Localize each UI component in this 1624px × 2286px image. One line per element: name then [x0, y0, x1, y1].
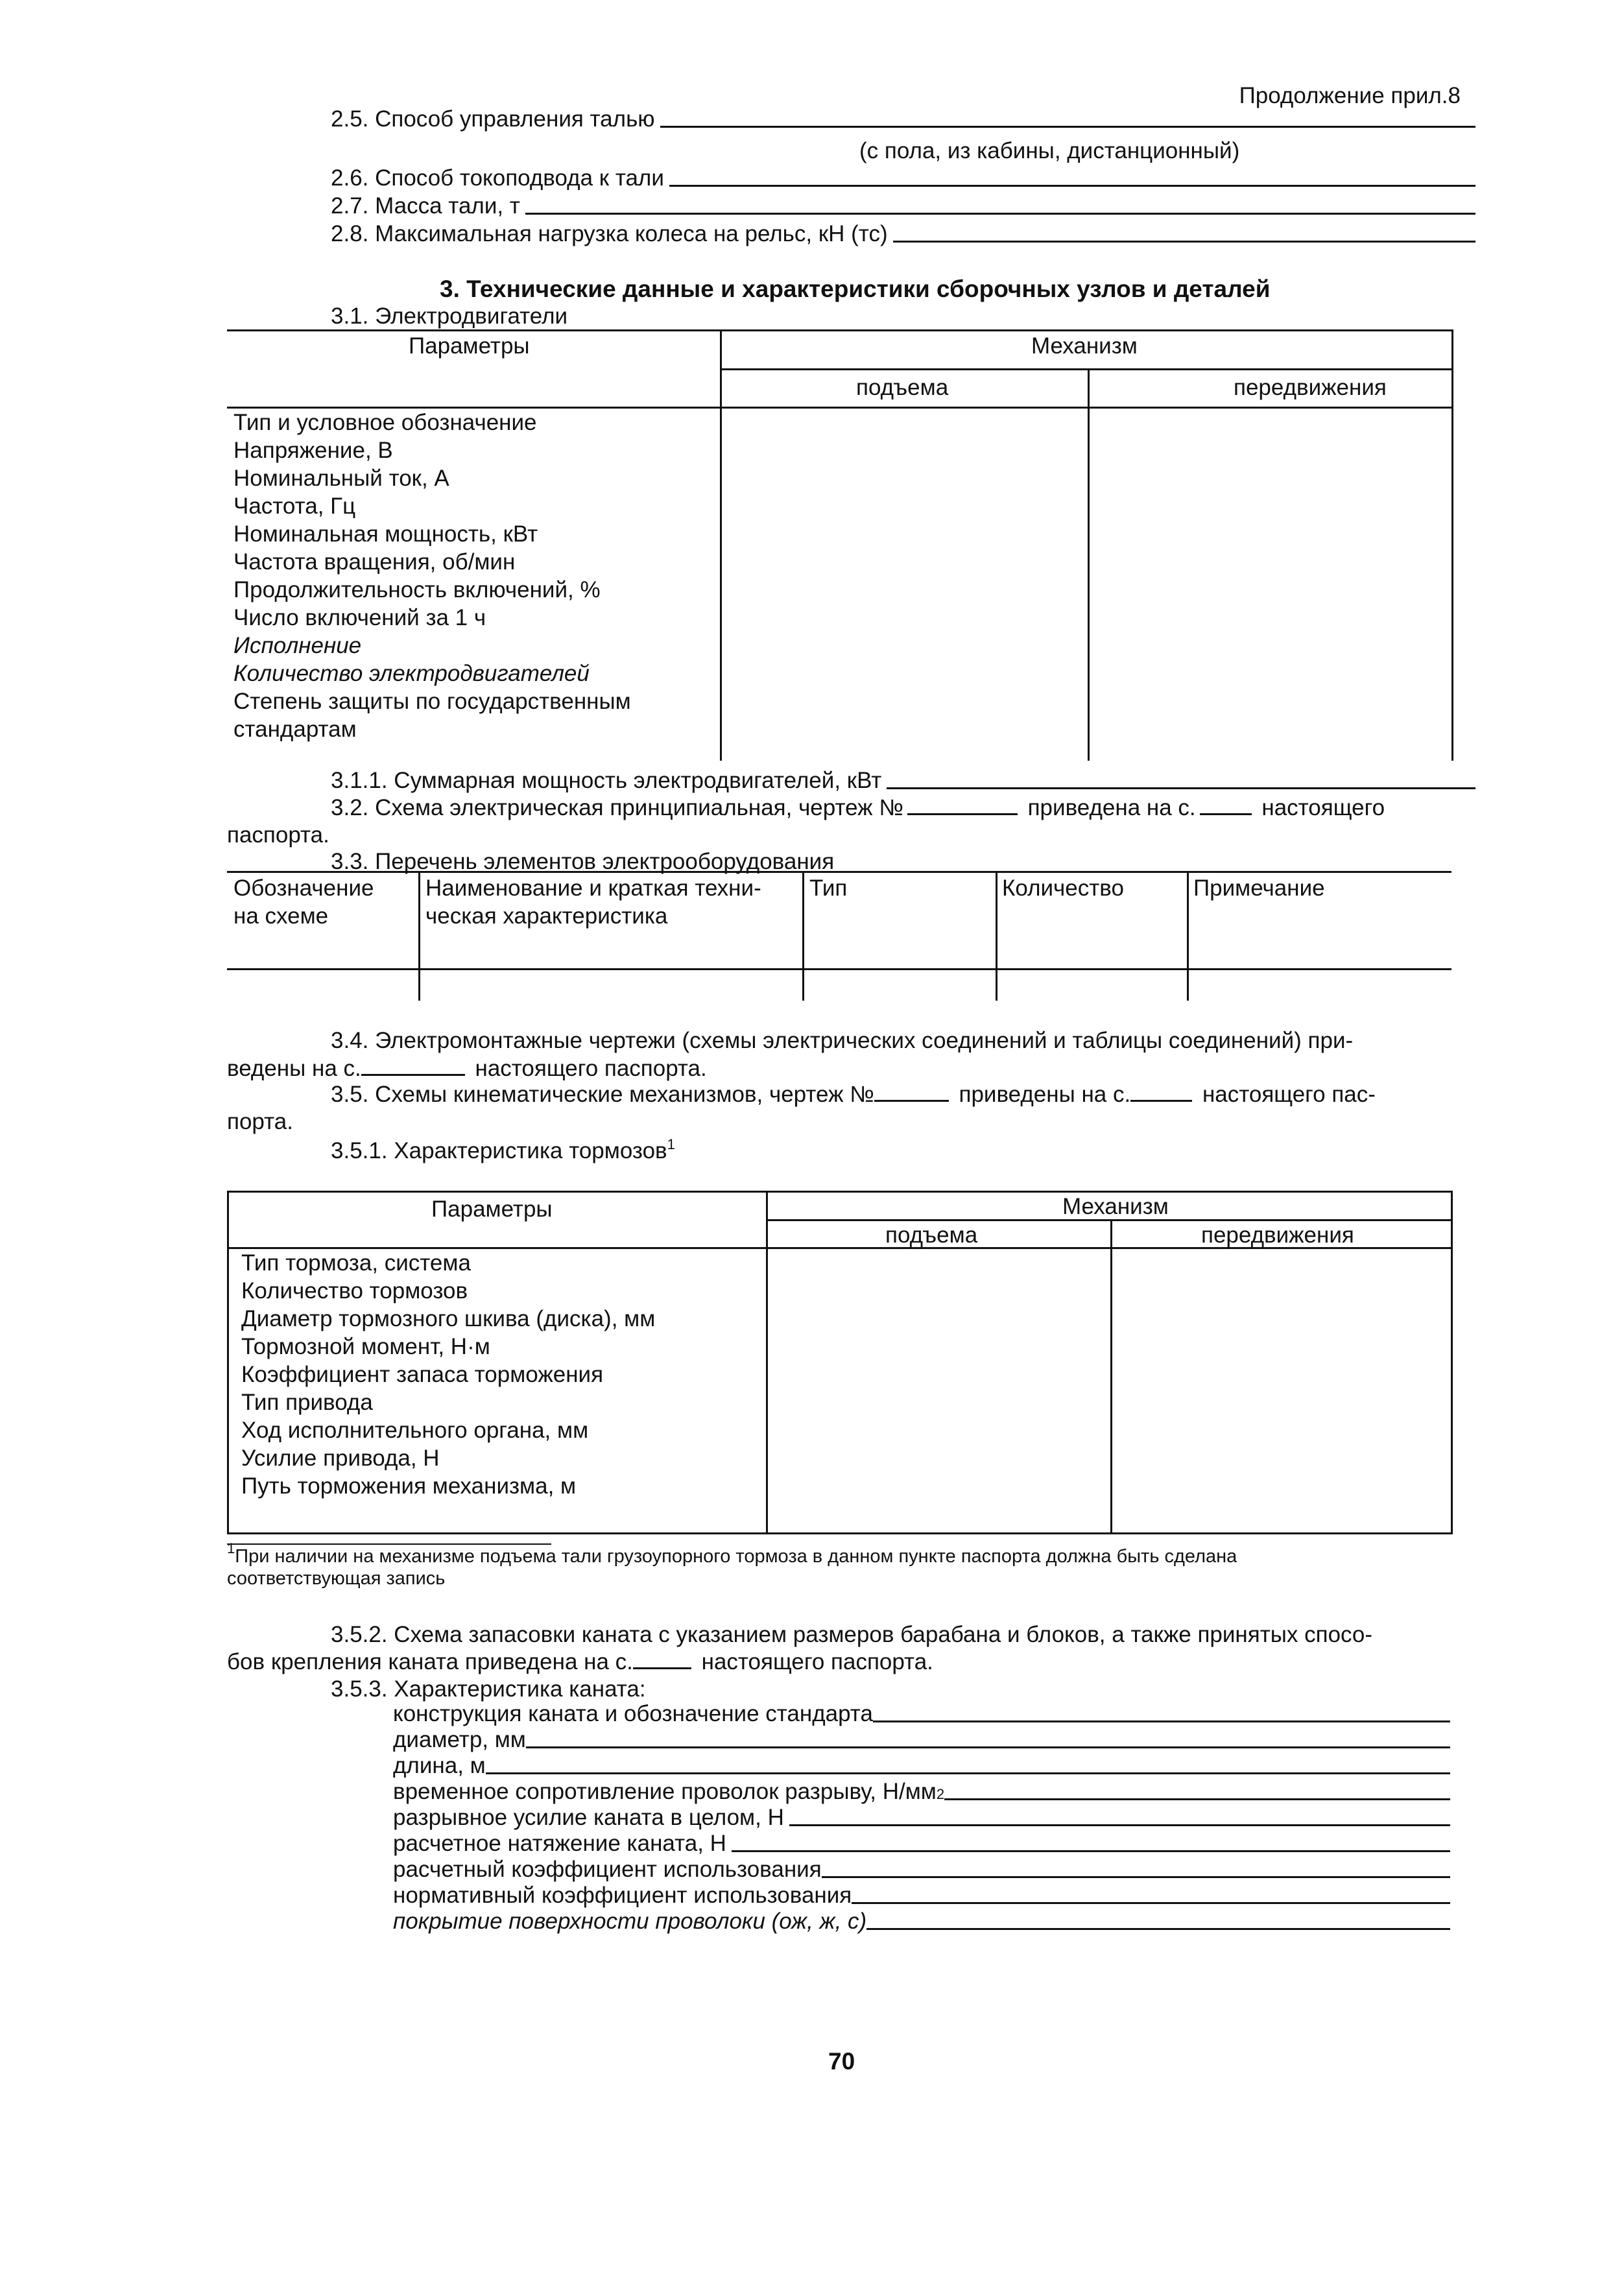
elements-col1-line: Обозначение [233, 875, 374, 901]
blank-line [789, 1824, 1450, 1826]
blank-line [873, 1720, 1450, 1722]
motor-param: Степень защиты по государственным [233, 689, 631, 714]
brakes-caption-text: 3.5.1. Характеристика тормозов [331, 1138, 667, 1163]
elements-header-bottom [227, 968, 1451, 970]
elements-col4-header: Количество [1002, 875, 1124, 901]
rope-item-label: временное сопротивление проволок разрыву, Н/мм [393, 1779, 937, 1804]
motor-param: Исполнение [233, 633, 362, 658]
blank-line [907, 813, 1018, 815]
elements-col2-header [425, 874, 761, 930]
elements-col2-line: ческая характеристика [425, 903, 668, 929]
brakes-sub-header-line [766, 1219, 1453, 1221]
motor-param: Количество электродвигателей [233, 661, 590, 686]
item-3-2-cont: паспорта. [227, 822, 329, 848]
item-3-5-2-page-label: бов крепления каната приведена на с. [227, 1649, 633, 1674]
rope-item-label: разрывное усилие каната в целом, Н [393, 1805, 784, 1830]
motors-sub-header-line [720, 368, 1451, 370]
item-3-5 [331, 1083, 1376, 1106]
brakes-param-list [241, 1249, 655, 1500]
item-3-2-page-label: приведена на с. [1027, 795, 1196, 820]
brake-param: Ход исполнительного органа, мм [241, 1418, 589, 1443]
footnote-ref: 1 [667, 1136, 675, 1152]
rope-item [393, 1806, 1450, 1829]
motor-param: Номинальная мощность, кВт [233, 521, 538, 547]
rope-item [393, 1728, 1450, 1751]
rope-item: временное сопротивление проволок разрыву, Н/мм 2 [393, 1780, 1450, 1803]
item-2-5 [331, 108, 1475, 130]
elements-caption: 3.3. Перечень элементов электрооборудования [331, 849, 835, 874]
rope-item [393, 1884, 1450, 1907]
item-3-2 [331, 796, 1385, 819]
elements-col-divider [996, 871, 997, 1001]
motor-param: Номинальный ток, А [233, 466, 449, 491]
blank-line [526, 1746, 1450, 1748]
brakes-head-params: Параметры [431, 1197, 553, 1222]
item-2-6-label: 2.6. Способ токоподвода к тали [331, 165, 664, 191]
item-2-6 [331, 167, 1475, 189]
elements-col1-header [233, 874, 374, 930]
blank-line [669, 185, 1475, 187]
motors-table-top [227, 329, 1451, 331]
footnote-text: При наличии на механизме подъема тали грузоупорного тормоза в данном пункте паспорта должна быть сделана [235, 1546, 1237, 1567]
elements-table-top [227, 871, 1451, 873]
motor-param: Продолжительность включений, % [233, 577, 601, 602]
footnote-line-2: соответствующая запись [227, 1568, 446, 1589]
motor-param: Тип и условное обозначение [233, 410, 537, 435]
elements-col2-line: Наименование и краткая техни- [425, 875, 761, 901]
item-3-5-2-cont [227, 1650, 933, 1673]
page-number: 70 [828, 2048, 855, 2075]
brakes-head-lift: подъема [885, 1222, 978, 1248]
footnote-line-1 [227, 1540, 1237, 1567]
blank-line [944, 1798, 1450, 1800]
motor-param: Частота вращения, об/мин [233, 549, 516, 575]
item-3-4-page-label: ведены на с. [227, 1056, 361, 1081]
brakes-caption [331, 1136, 675, 1163]
item-3-4: 3.4. Электромонтажные чертежи (схемы электрических соединений и таблицы соединений) при- [331, 1028, 1354, 1053]
motor-param: Частота, Гц [233, 494, 356, 519]
motor-param: стандартам [233, 717, 357, 742]
blank-line [887, 787, 1475, 789]
rope-item-label: длина, м [393, 1753, 486, 1778]
rope-item-label: конструкция каната и обозначение стандарта [393, 1701, 873, 1726]
item-2-8 [331, 222, 1475, 245]
brake-param: Коэффициент запаса торможения [241, 1362, 604, 1387]
rope-item [393, 1858, 1450, 1881]
rope-item [393, 1702, 1450, 1725]
item-3-5-tail: настоящего пас- [1202, 1082, 1376, 1107]
brake-param: Тип привода [241, 1390, 373, 1415]
motors-param-list [233, 409, 631, 743]
brake-param: Путь торможения механизма, м [241, 1473, 577, 1499]
item-3-5-cont: порта. [227, 1109, 293, 1134]
brake-param: Усилие привода, Н [241, 1446, 440, 1471]
brake-param: Диаметр тормозного шкива (диска), мм [241, 1306, 656, 1331]
rope-item-label: расчетный коэффициент использования [393, 1857, 822, 1882]
brake-param: Тормозной момент, Н·м [241, 1334, 490, 1359]
blank-line [732, 1850, 1450, 1852]
motor-param: Число включений за 1 ч [233, 605, 486, 630]
rope-caption: 3.5.3. Характеристика каната: [331, 1676, 646, 1702]
elements-col-divider [802, 871, 804, 1001]
brakes-col-divider [766, 1191, 768, 1534]
motors-head-lift: подъема [856, 375, 949, 400]
elements-col-divider [418, 871, 420, 1001]
item-3-2-text: 3.2. Схема электрическая принципиальная, чертеж № [331, 795, 903, 820]
rope-item [393, 1754, 1450, 1777]
item-2-7 [331, 195, 1475, 217]
blank-line [1130, 1100, 1192, 1102]
elements-col1-line: на схеме [233, 903, 329, 929]
continuation-label: Продолжение прил.8 [1239, 83, 1461, 108]
footnote-mark: 1 [227, 1540, 235, 1556]
item-3-4-tail: настоящего паспорта. [475, 1056, 707, 1081]
blank-line [633, 1667, 691, 1669]
elements-col3-header: Тип [809, 875, 848, 901]
control-hint: (с пола, из кабины, дистанционный) [859, 138, 1240, 163]
brakes-mech-divider [1110, 1219, 1112, 1534]
blank-line [660, 126, 1475, 128]
rope-item-label: диаметр, мм [393, 1727, 526, 1752]
blank-line [525, 213, 1475, 215]
rope-item-label: расчетное натяжение каната, Н [393, 1831, 726, 1856]
item-2-8-label: 2.8. Максимальная нагрузка колеса на рельс, кН (тс) [331, 221, 888, 246]
motors-head-params: Параметры [409, 333, 530, 359]
footnote-separator [227, 1543, 551, 1545]
motors-mech-divider [1088, 368, 1090, 761]
motors-col-divider [720, 329, 722, 761]
brake-param: Тип тормоза, система [241, 1250, 471, 1276]
item-3-5-2: 3.5.2. Схема запасовки каната с указанием размеров барабана и блоков, а также принятых спосо- [331, 1622, 1373, 1647]
motors-head-travel: передвижения [1234, 375, 1387, 400]
blank-line [486, 1772, 1450, 1774]
motor-param: Напряжение, В [233, 438, 393, 463]
rope-item [393, 1832, 1450, 1855]
elements-col-divider [1187, 871, 1189, 1001]
section-3-title: 3. Технические данные и характеристики сборочных узлов и деталей [440, 276, 1271, 302]
blank-line [361, 1074, 465, 1076]
rope-item [393, 1910, 1450, 1933]
rope-item-label: нормативный коэффициент использования [393, 1883, 852, 1908]
brakes-head-travel: передвижения [1201, 1222, 1354, 1248]
motors-head-mechanism: Механизм [1031, 333, 1138, 359]
item-3-5-text: 3.5. Схемы кинематические механизмов, чертеж № [331, 1082, 874, 1107]
item-3-5-2-tail: настоящего паспорта. [701, 1649, 933, 1674]
blank-line [822, 1876, 1450, 1878]
motors-caption: 3.1. Электродвигатели [331, 304, 568, 329]
blank-line [1200, 813, 1252, 815]
item-3-4-cont [227, 1057, 707, 1080]
item-3-1-1 [331, 769, 1475, 792]
item-3-1-1-label: 3.1.1. Суммарная мощность электродвигателей, кВт [331, 768, 882, 793]
item-3-5-page-label: приведены на с. [959, 1082, 1131, 1107]
blank-line [893, 241, 1475, 243]
item-3-2-tail: настоящего [1261, 795, 1385, 820]
item-2-7-label: 2.7. Масса тали, т [331, 193, 520, 219]
blank-line [866, 1928, 1450, 1930]
motors-right-border [1451, 329, 1453, 761]
elements-col5-header: Примечание [1193, 875, 1325, 901]
blank-line [852, 1902, 1450, 1904]
brake-param: Количество тормозов [241, 1278, 468, 1304]
blank-line [874, 1100, 949, 1102]
brakes-head-mechanism: Механизм [1062, 1194, 1169, 1219]
rope-item-label: покрытие поверхности проволоки (ож, ж, с) [393, 1909, 867, 1934]
item-2-5-label: 2.5. Способ управления талью [331, 106, 655, 132]
